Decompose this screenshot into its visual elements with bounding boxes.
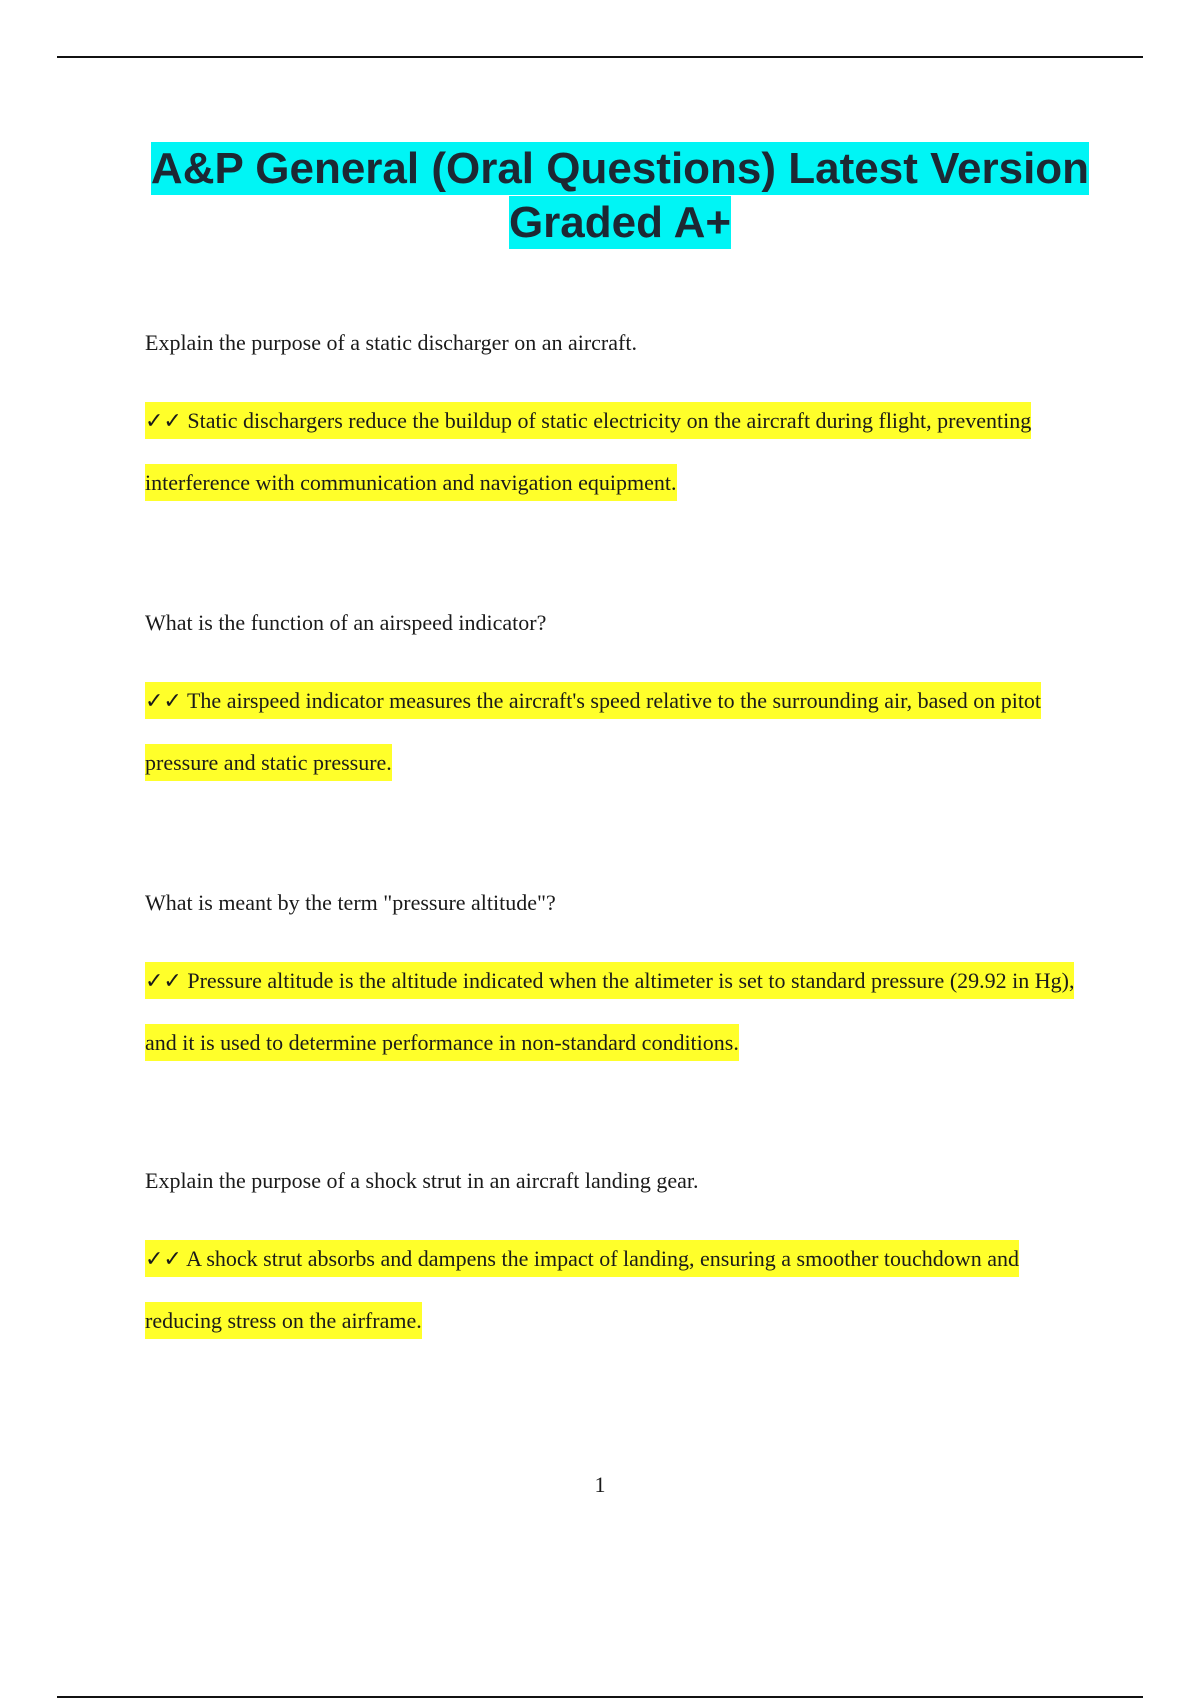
answer-4 [145,1228,1085,1351]
double-check-icon: ✓✓ [145,409,182,434]
bottom-divider [57,1696,1143,1698]
answer-2 [145,670,1085,793]
document-title [140,142,1100,250]
answer-2-highlight [145,682,1041,781]
qa-block-3 [145,890,1085,1073]
double-check-icon: ✓✓ [145,689,182,714]
page-number: 1 [594,1472,606,1497]
double-check-icon: ✓✓ [145,1247,182,1272]
answer-3 [145,950,1085,1073]
answer-2-text: The airspeed indicator measures the aircraft's speed relative to the surrounding air, based on pitot pressure and static pressure. [145,688,1042,775]
qa-block-1 [145,330,1085,513]
answer-3-highlight [145,962,1074,1061]
qa-block-4 [145,1168,1085,1351]
answer-3-text: Pressure altitude is the altitude indicated when the altimeter is set to standard pressure (29.92 in Hg), and it is used to determine performance in non-standard conditions. [145,968,1075,1055]
top-divider [57,56,1143,58]
qa-block-2 [145,610,1085,793]
answer-1-highlight [145,402,1031,501]
question-3: What is meant by the term "pressure altitude"? [145,890,556,915]
answer-1 [145,390,1085,513]
question-1: Explain the purpose of a static discharger on an aircraft. [145,330,637,355]
question-2: What is the function of an airspeed indicator? [145,610,547,635]
question-4: Explain the purpose of a shock strut in an aircraft landing gear. [145,1168,699,1193]
answer-4-text: A shock strut absorbs and dampens the impact of landing, ensuring a smoother touchdown and reducing stress on the airframe. [145,1246,1019,1333]
answer-4-highlight [145,1240,1019,1339]
document-title-text: A&P General (Oral Questions) Latest Version Graded A+ [150,144,1090,247]
answer-1-text: Static dischargers reduce the buildup of static electricity on the aircraft during flight, preventing interference with communication and navigation equipment. [145,408,1032,495]
double-check-icon: ✓✓ [145,969,182,994]
